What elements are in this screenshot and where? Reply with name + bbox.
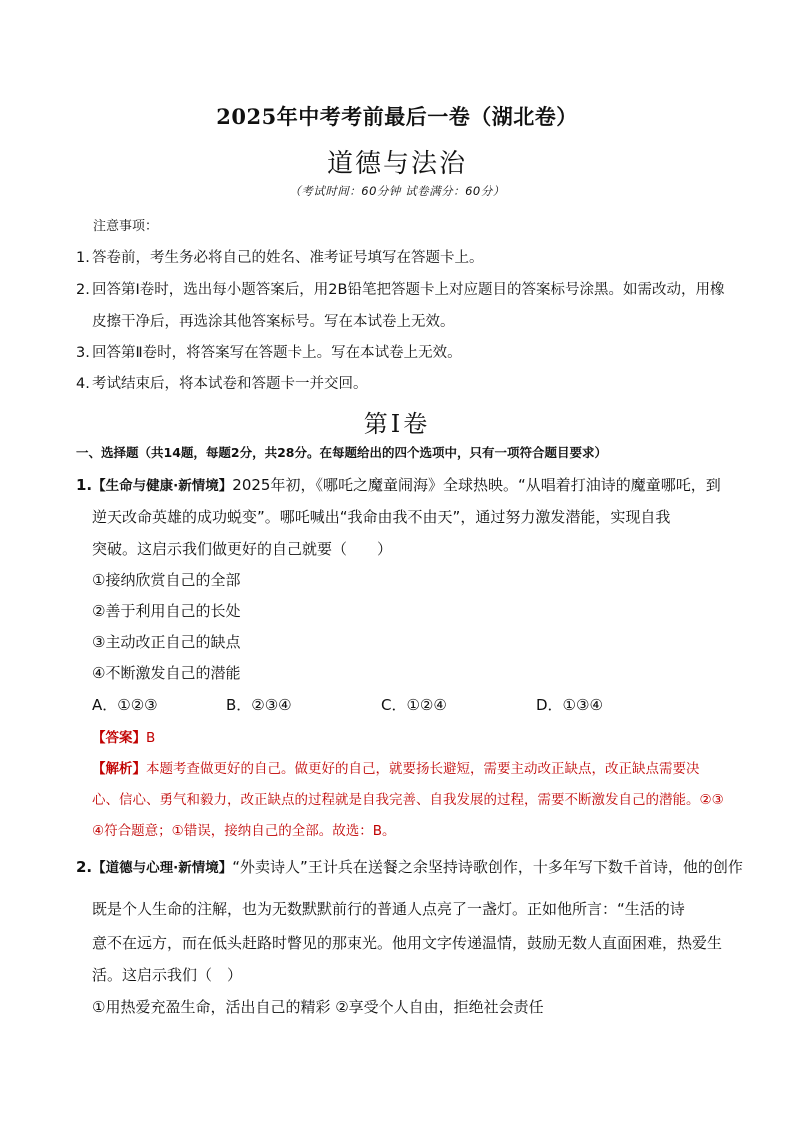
notice-num: 3. [76, 345, 90, 361]
notice-text: 考试结束后，将本试卷和答题卡一并交回。 [92, 376, 368, 392]
analysis-line-2: 心、信心、勇气和毅力，改正缺点的过程就是自我完善、自我发展的过程，需要不断激发自己的潜能。②③ [92, 792, 724, 808]
option-a: A．①②③ [92, 696, 158, 714]
section-heading: 第Ⅰ卷 [363, 410, 431, 438]
question-number: 1. [76, 476, 93, 494]
analysis-text: 本题考查做更好的自己。做更好的自己，就要扬长避短，需要主动改正缺点，改正缺点需要决 [146, 761, 700, 777]
notice-text: 回答第Ⅱ卷时，将答案写在答题卡上。写在本试卷上无效。 [92, 345, 462, 361]
analysis-label: 【解析】 [92, 761, 146, 777]
notice-item-1 [76, 246, 484, 267]
part-title: 一、选择题（共14题，每题2分，共28分。在每题给出的四个选项中，只有一项符合题目要求） [76, 445, 607, 460]
question-1-line-1 [76, 474, 721, 495]
statement-2: ②善于利用自己的长处 [92, 602, 241, 620]
notice-num: 1. [76, 250, 90, 266]
notice-item-2-cont: 皮擦干净后，再选涂其他答案标号。写在本试卷上无效。 [92, 314, 455, 330]
question-2-line-4: 活。这启示我们（ ） [92, 966, 243, 984]
notice-text: 答卷前，考生务必将自己的姓名、准考证号填写在答题卡上。 [92, 250, 484, 266]
notice-item-2 [76, 278, 724, 299]
question-2-line-5: ①用热爱充盈生命，活出自己的精彩 ②享受个人自由，拒绝社会责任 [92, 998, 544, 1016]
answer-line [92, 726, 155, 746]
question-2-line-3: 意不在远方，而在低头赶路时瞥见的那束光。他用文字传递温情，鼓励无数人直面困难，热爱生 [92, 934, 723, 952]
exam-title: 2025年中考考前最后一卷（湖北卷） [216, 104, 578, 129]
statement-4: ④不断激发自己的潜能 [92, 664, 241, 682]
notice-num: 2. [76, 282, 90, 298]
notice-heading: 注意事项： [93, 219, 159, 234]
option-d: D．①③④ [536, 696, 603, 714]
notice-text: 回答第Ⅰ卷时，选出每小题答案后，用2B铅笔把答题卡上对应题目的答案标号涂黑。如需改动，用橡 [92, 282, 725, 298]
analysis-line-3: ④符合题意；①错误，接纳自己的全部。故选：B。 [92, 823, 396, 839]
notice-item-3 [76, 341, 462, 362]
question-number: 2. [76, 858, 93, 876]
statement-1: ①接纳欣赏自己的全部 [92, 571, 241, 589]
question-text: “外卖诗人”王计兵在送餐之余坚持诗歌创作，十多年写下数千首诗，他的创作 [232, 858, 743, 876]
question-1-line-3: 突破。这启示我们做更好的自己就要（ ） [92, 540, 393, 558]
answer-label: 【答案】 [92, 730, 146, 746]
answer-value: B [146, 730, 156, 746]
question-2-line-2: 既是个人生命的注解，也为无数默默前行的普通人点亮了一盏灯。正如他所言：“生活的诗 [92, 900, 685, 918]
question-2-line-1 [76, 856, 743, 877]
notice-num: 4. [76, 376, 90, 392]
analysis-line-1 [92, 757, 700, 777]
option-b: B．②③④ [226, 696, 292, 714]
question-tag: 【生命与健康·新情境】 [92, 478, 233, 494]
subject-title: 道德与法治 [326, 149, 467, 179]
question-text: 2025年初，《哪吒之魔童闹海》全球热映。“从唱着打油诗的魔童哪吒，到 [232, 476, 721, 494]
exam-meta: （考试时间：60分钟 试卷满分：60分） [289, 184, 505, 198]
option-c: C．①②④ [381, 696, 447, 714]
statement-3: ③主动改正自己的缺点 [92, 633, 241, 651]
notice-item-4 [76, 372, 368, 393]
question-1-line-2: 逆天改命英雄的成功蜕变”。哪吒喊出“我命由我不由天”，通过努力激发潜能，实现自我 [92, 508, 671, 526]
question-tag: 【道德与心理·新情境】 [92, 860, 233, 876]
